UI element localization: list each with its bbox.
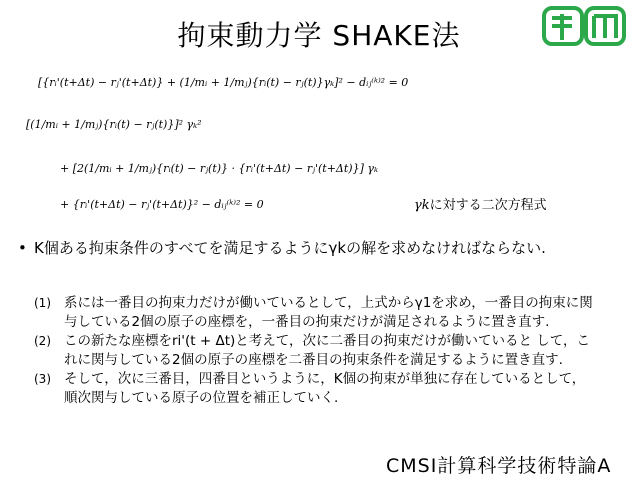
equation-line-4: + {rᵢ'(t+Δt) − rⱼ'(t+Δt)}² − dᵢⱼ⁽ᵏ⁾² = 0 [60,198,264,211]
step-text: この新たな座標をri'(t + Δt)と考えて，次に二番目の拘束だけが働いていると して，これに関与している2個の原子の座標を二番目の拘束条件を満足するように置き直す. [64,333,591,368]
bullet-dot-icon: • [18,239,27,257]
bullet-item [18,238,594,258]
bullet-text: K個ある拘束条件のすべてを満足するようにγkの解を求めなければならない. [34,239,546,257]
step-text: そして，次に三番目，四番目というように，K個の拘束が単独に存在しているとして，順次関与している原子の位置を補正していく. [64,371,586,406]
page-title: 拘束動力学 SHAKE法 [177,19,461,52]
equation-line-3: + [2(1/mᵢ + 1/mⱼ){rᵢ(t) − rⱼ(t)} · {rᵢ'(t+Δt) − rⱼ'(t+Δt)}] γₖ [60,162,378,175]
step-item [34,370,594,408]
equation-line-1: [{rᵢ'(t+Δt) − rⱼ'(t+Δt)} + (1/mᵢ + 1/mⱼ){rᵢ(t) − rⱼ(t)}γₖ]² − dᵢⱼ⁽ᵏ⁾² = 0 [38,76,409,89]
step-item [34,332,594,370]
step-list [34,294,594,408]
quadratic-label-text: に対する二次方程式 [429,198,547,213]
step-number: (1) [34,296,51,310]
quadratic-label [414,194,547,213]
step-number: (3) [34,372,51,386]
step-text: 系には一番目の拘束力だけが働いているとして，上式からγ1を求め，一番目の拘束に関与している2個の原子の座標を，一番目の拘束だけが満足されるように置き直す. [64,295,593,330]
logo [540,4,630,50]
step-number: (2) [34,334,51,348]
logo-icon [540,4,630,50]
footer-course-title: CMSI計算科学技術特論A [386,455,612,477]
step-item [34,294,594,332]
gamma-symbol: γk [414,198,430,213]
equation-line-2: [(1/mᵢ + 1/mⱼ){rᵢ(t) − rⱼ(t)}]² γₖ² [26,118,202,131]
